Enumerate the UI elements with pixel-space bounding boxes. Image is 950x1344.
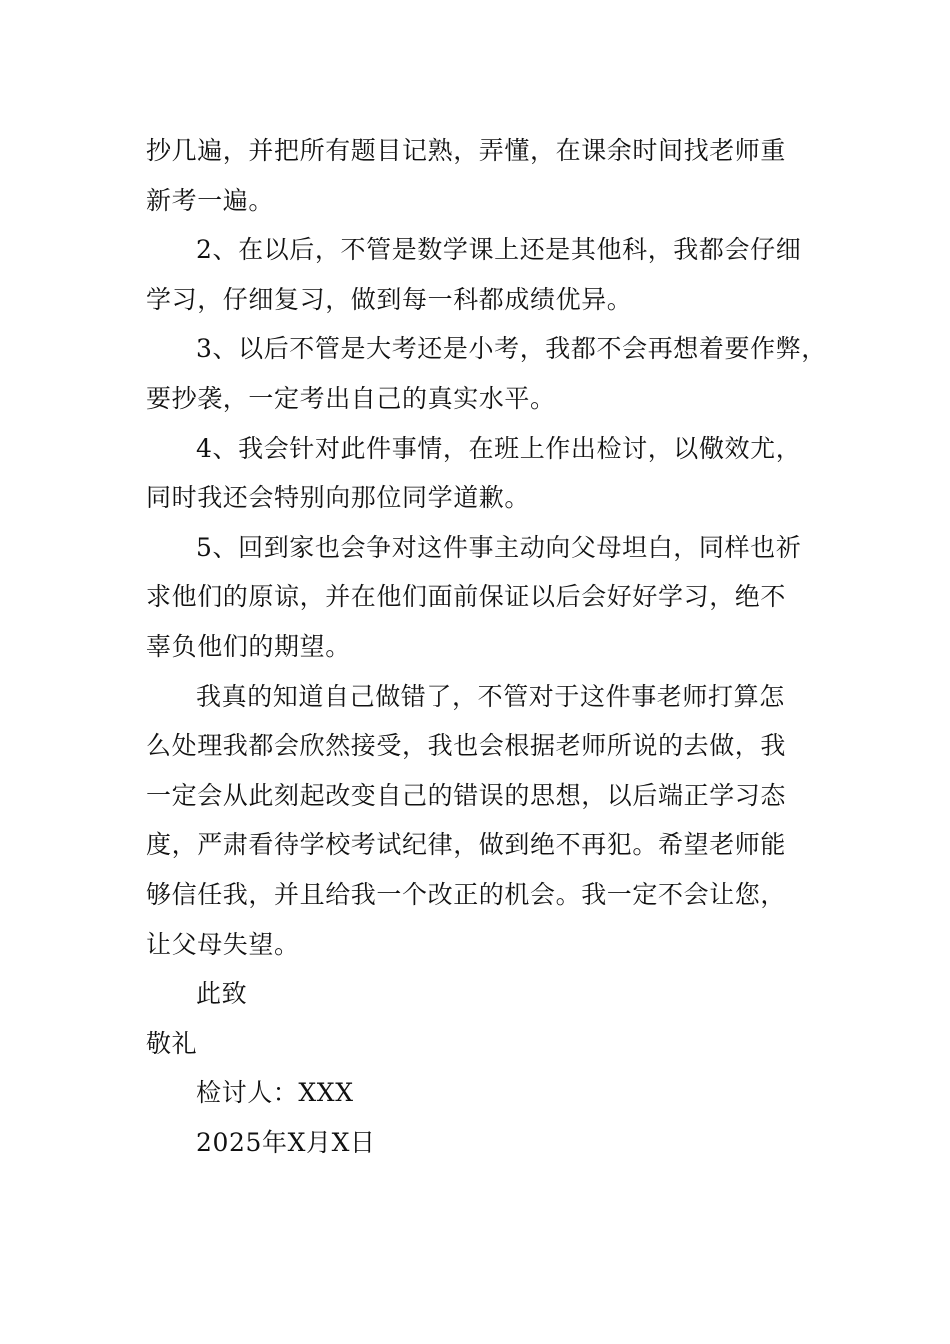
text-line: 5、回到家也会争对这件事主动向父母坦白，同样也祈 xyxy=(196,532,802,562)
text-line: 么处理我都会欣然接受，我也会根据老师所说的去做，我 xyxy=(146,731,787,761)
text-line: 同时我还会特别向那位同学道歉。 xyxy=(146,483,531,513)
text-line: 够信任我，并且给我一个改正的机会。我一定不会让您， xyxy=(146,879,787,909)
signature-date: 2025年X月X日 xyxy=(196,1127,376,1157)
document-body xyxy=(146,126,827,1167)
text-line: 4、我会针对此件事情，在班上作出检讨，以儆效尤， xyxy=(196,433,802,463)
signature-author: 检讨人：XXX xyxy=(196,1078,354,1108)
text-line: 新考一遍。 xyxy=(146,185,275,215)
text-line: 一定会从此刻起改变自己的错误的思想，以后端正学习态 xyxy=(146,780,787,810)
closing-salutation: 此致 xyxy=(196,979,248,1009)
text-line: 2、在以后，不管是数学课上还是其他科，我都会仔细 xyxy=(196,235,802,265)
text-line: 辜负他们的期望。 xyxy=(146,631,351,661)
closing-respect: 敬礼 xyxy=(146,1028,198,1058)
text-line: 度，严肃看待学校考试纪律，做到绝不再犯。希望老师能 xyxy=(146,830,787,860)
text-line: 3、以后不管是大考还是小考，我都不会再想着要作弊， xyxy=(196,334,827,364)
text-line: 求他们的原谅，并在他们面前保证以后会好好学习，绝不 xyxy=(146,582,787,612)
text-line: 要抄袭，一定考出自己的真实水平。 xyxy=(146,383,556,413)
text-line: 抄几遍，并把所有题目记熟，弄懂，在课余时间找老师重 xyxy=(146,136,787,165)
text-line: 让父母失望。 xyxy=(146,929,300,959)
text-line: 学习，仔细复习，做到每一科都成绩优异。 xyxy=(146,284,633,314)
text-line: 我真的知道自己做错了，不管对于这件事老师打算怎 xyxy=(196,681,785,711)
